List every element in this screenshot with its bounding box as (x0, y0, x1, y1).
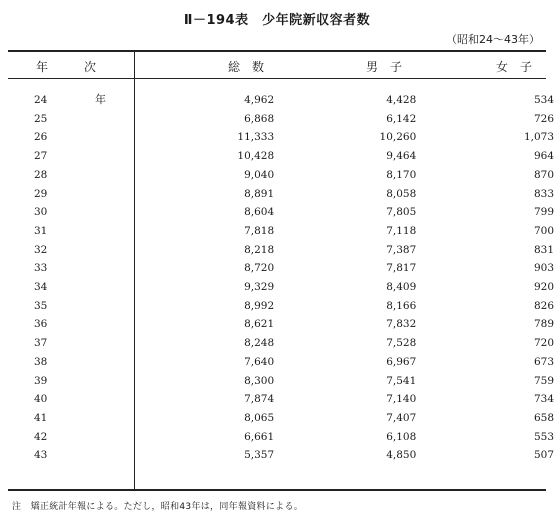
table-row (0, 185, 554, 204)
year-cell: 40 (34, 393, 48, 406)
table-row (0, 297, 554, 316)
year-unit-cell (95, 128, 122, 147)
table-row (0, 128, 554, 147)
male-cell: 7,805 (386, 206, 417, 219)
total-cell: 6,868 (244, 112, 275, 125)
female-cell: 720 (533, 337, 554, 350)
year-cell: 43 (34, 449, 48, 462)
header-male: 男 子 (366, 60, 403, 74)
total-cell: 6,661 (244, 430, 275, 443)
total-cell: 7,874 (244, 393, 275, 406)
female-cell: 553 (533, 430, 554, 443)
year-unit-cell (95, 390, 122, 409)
year-unit-cell: 年 (95, 93, 106, 106)
year-unit-cell (95, 147, 122, 166)
year-cell: 41 (34, 411, 48, 424)
total-cell: 8,891 (244, 187, 275, 200)
table-row (0, 241, 554, 260)
year-cell: 25 (34, 112, 48, 125)
table-row (0, 259, 554, 278)
year-unit-cell (95, 278, 122, 297)
table-row (0, 390, 554, 409)
female-cell: 726 (533, 112, 554, 125)
female-cell: 870 (533, 168, 554, 181)
total-cell: 7,818 (244, 224, 275, 237)
year-cell: 32 (34, 243, 48, 256)
year-unit-cell (95, 409, 122, 428)
female-cell: 673 (533, 355, 554, 368)
year-unit-cell (95, 372, 122, 391)
footnote: 注 矯正統計年報による。ただし，昭和43年は，同年報資料による。 (12, 502, 304, 512)
year-unit-cell (95, 446, 122, 465)
total-cell: 8,218 (244, 243, 275, 256)
total-cell: 8,604 (244, 206, 275, 219)
year-cell: 28 (34, 168, 48, 181)
total-cell: 9,040 (244, 168, 275, 181)
male-cell: 7,407 (386, 411, 417, 424)
male-cell: 7,387 (386, 243, 417, 256)
female-cell: 831 (533, 243, 554, 256)
female-cell: 826 (533, 299, 554, 312)
male-cell: 6,142 (386, 112, 417, 125)
total-cell: 8,248 (244, 337, 275, 350)
female-cell: 534 (533, 94, 554, 106)
female-cell: 700 (533, 224, 554, 237)
year-unit-cell (95, 222, 122, 241)
year-cell: 36 (34, 318, 48, 331)
male-cell: 7,118 (386, 224, 417, 237)
table-row (0, 315, 554, 334)
female-cell: 920 (533, 281, 554, 294)
year-cell: 33 (34, 262, 48, 275)
year-cell: 27 (34, 150, 48, 163)
male-cell: 7,528 (386, 337, 417, 350)
female-cell: 734 (533, 393, 554, 406)
year-cell: 26 (34, 131, 48, 144)
total-cell: 11,333 (237, 131, 275, 144)
male-cell: 4,850 (386, 449, 417, 462)
header-total: 総 数 (228, 60, 265, 74)
year-unit-cell (95, 353, 122, 372)
header-year: 年 次 (36, 60, 97, 74)
male-cell: 8,058 (386, 187, 417, 200)
year-cell: 37 (34, 337, 48, 350)
table-row (0, 222, 554, 241)
male-cell: 7,817 (386, 262, 417, 275)
male-cell: 7,140 (386, 393, 417, 406)
header-rule (8, 78, 546, 79)
total-cell: 8,300 (244, 374, 275, 387)
year-cell: 39 (34, 374, 48, 387)
year-unit-cell (95, 110, 122, 129)
year-cell: 31 (34, 224, 48, 237)
female-cell: 507 (533, 449, 554, 462)
female-cell: 833 (533, 187, 554, 200)
total-cell: 8,720 (244, 262, 275, 275)
table-row (0, 166, 554, 185)
data-table (0, 91, 554, 465)
male-cell: 7,832 (386, 318, 417, 331)
male-cell: 8,166 (386, 299, 417, 312)
year-unit-cell (95, 259, 122, 278)
year-unit-cell (95, 428, 122, 447)
male-cell: 7,541 (386, 374, 417, 387)
male-cell: 6,967 (386, 355, 417, 368)
table-title: Ⅱ－194表 少年院新収容者数 (183, 13, 371, 28)
table-row (0, 203, 554, 222)
year-unit-cell (95, 203, 122, 222)
year-unit-cell (95, 315, 122, 334)
male-cell: 8,409 (386, 281, 417, 294)
table-row (0, 334, 554, 353)
period-label: （昭和24～43年） (446, 33, 540, 46)
total-cell: 5,357 (244, 449, 275, 462)
male-cell: 4,428 (386, 94, 417, 106)
female-cell: 658 (533, 411, 554, 424)
female-cell: 1,073 (523, 131, 554, 144)
table-row (0, 409, 554, 428)
table-row (0, 110, 554, 129)
bottom-rule (8, 489, 546, 491)
total-cell: 9,329 (244, 281, 275, 294)
year-unit-cell (95, 297, 122, 316)
total-cell: 8,992 (244, 299, 275, 312)
male-cell: 10,260 (379, 131, 417, 144)
total-cell: 8,621 (244, 318, 275, 331)
female-cell: 903 (533, 262, 554, 275)
year-unit-cell (95, 334, 122, 353)
table-row (0, 147, 554, 166)
table-row (0, 353, 554, 372)
year-cell: 34 (34, 281, 48, 294)
male-cell: 9,464 (386, 150, 417, 163)
total-cell: 7,640 (244, 355, 275, 368)
total-cell: 10,428 (237, 150, 275, 163)
female-cell: 789 (533, 318, 554, 331)
year-cell: 24 (34, 94, 48, 106)
year-unit-cell (95, 166, 122, 185)
top-rule (8, 50, 546, 52)
table-row (0, 428, 554, 447)
year-unit-cell (95, 185, 122, 204)
female-cell: 799 (533, 206, 554, 219)
table-row (0, 278, 554, 297)
year-cell: 38 (34, 355, 48, 368)
female-cell: 759 (533, 374, 554, 387)
year-unit-cell (95, 241, 122, 260)
header-female: 女 子 (496, 60, 533, 74)
year-cell: 35 (34, 299, 48, 312)
year-cell: 42 (34, 430, 48, 443)
male-cell: 6,108 (386, 430, 417, 443)
total-cell: 8,065 (244, 411, 275, 424)
year-cell: 29 (34, 187, 48, 200)
table-row (0, 446, 554, 465)
year-cell: 30 (34, 206, 48, 219)
table-row (0, 372, 554, 391)
table-row (0, 91, 554, 110)
total-cell: 4,962 (244, 94, 275, 106)
male-cell: 8,170 (386, 168, 417, 181)
female-cell: 964 (533, 150, 554, 163)
